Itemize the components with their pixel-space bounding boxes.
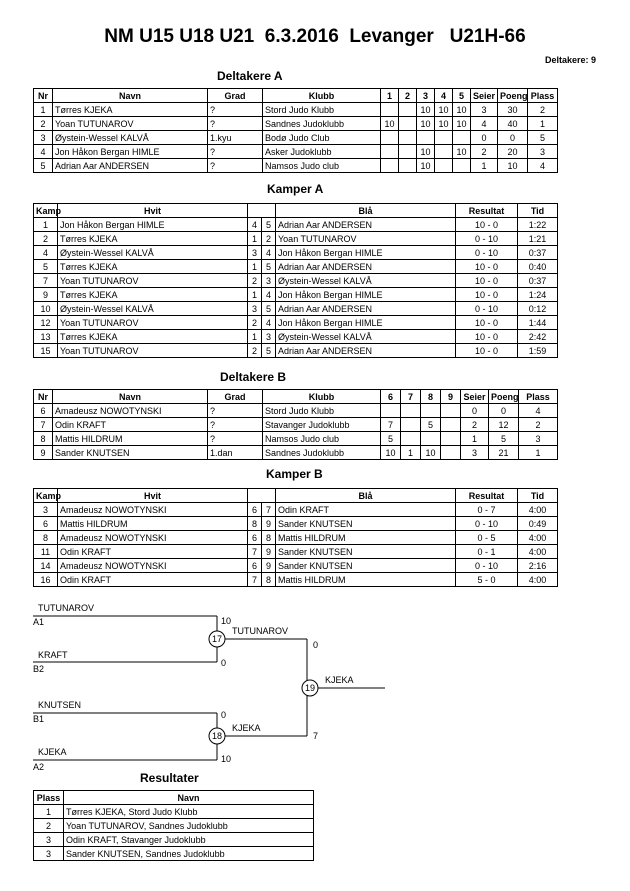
fight-number: 9 [34,288,58,302]
results-heading: Resultater [140,771,199,785]
round-score: 10 [453,117,471,131]
result-place: 2 [34,819,64,833]
fight-result: 10 - 0 [456,274,518,288]
participant-club: Namsos Judo club [263,159,381,173]
blue-number: 3 [262,330,276,344]
round-score: 10 [417,145,435,159]
fights_b-header-bla: Blå [276,489,456,503]
fights_b-header-tid: Tid [518,489,558,503]
white-number: 2 [248,274,262,288]
white-number: 6 [248,559,262,573]
placement: 4 [528,159,558,173]
bracket-s2-winner: KJEKA [232,723,261,733]
fights-b-heading: Kamper B [266,467,323,481]
pool-b-heading: Deltakere B [220,370,287,384]
participant-name: Jon Håkon Bergan HIMLE [53,145,208,159]
pool_b-header-2: Grad [208,390,263,404]
pool_a-header-7: 4 [435,89,453,103]
fight-result: 0 - 7 [456,503,518,517]
round-score: 10 [421,446,441,460]
blue-fighter: Yoan TUTUNAROV [276,232,456,246]
participant-club: Asker Judoklubb [263,145,381,159]
fight-number: 7 [34,274,58,288]
bracket-s1-bot-name: KRAFT [38,650,68,660]
white-fighter: Amadeusz NOWOTYNSKI [58,531,248,545]
participant-club: Sandnes Judoklubb [263,117,381,131]
participant-number: 5 [34,159,53,173]
participant-number: 3 [34,131,53,145]
fight-number: 12 [34,316,58,330]
bracket-final-fight-number: 19 [305,683,316,693]
fight-time: 1:22 [518,218,558,232]
white-number: 3 [248,246,262,260]
blue-fighter: Adrian Aar ANDERSEN [276,260,456,274]
white-fighter: Øystein-Wessel KALVÅ [58,302,248,316]
points: 20 [498,145,528,159]
fight-result: 10 - 0 [456,316,518,330]
blue-fighter: Adrian Aar ANDERSEN [276,302,456,316]
pool_b-header-4: 6 [381,390,401,404]
fight-result: 0 - 10 [456,246,518,260]
wins: 0 [461,404,489,418]
fight-time: 1:21 [518,232,558,246]
participant-number: 9 [34,446,53,460]
pool_b-header-6: 8 [421,390,441,404]
blue-fighter: Odin KRAFT [276,503,456,517]
page-title: NM U15 U18 U21 6.3.2016 Levanger U21H-66 [104,26,526,47]
placement: 1 [519,446,558,460]
participant-name: Sander KNUTSEN [53,446,208,460]
fight-time: 0:37 [518,274,558,288]
points: 40 [498,117,528,131]
result-name: Odin KRAFT, Stavanger Judoklubb [64,833,314,847]
fight-result: 0 - 5 [456,531,518,545]
result-name: Yoan TUTUNAROV, Sandnes Judoklubb [64,819,314,833]
blue-number: 9 [262,517,276,531]
fight-result: 0 - 10 [456,302,518,316]
blue-fighter: Jon Håkon Bergan HIMLE [276,316,456,330]
bracket-s2-bot-seed: A2 [33,762,45,772]
points: 21 [489,446,519,460]
white-number: 1 [248,232,262,246]
blue-fighter: Øystein-Wessel KALVÅ [276,330,456,344]
placement: 5 [528,131,558,145]
white-number: 2 [248,344,262,358]
wins: 2 [471,145,498,159]
points: 0 [498,131,528,145]
bracket-s1-winner: TUTUNAROV [232,626,288,636]
fight-time: 4:00 [518,545,558,559]
placement: 3 [528,145,558,159]
blue-fighter: Adrian Aar ANDERSEN [276,218,456,232]
blue-number: 4 [262,246,276,260]
wins: 3 [471,103,498,117]
fight-time: 2:16 [518,559,558,573]
blue-number: 5 [262,302,276,316]
participant-name: Mattis HILDRUM [53,432,208,446]
white-number: 3 [248,302,262,316]
bracket-s2-top-seed: B1 [33,714,45,724]
participant-count: Deltakere: 9 [544,55,596,65]
participant-name: Adrian Aar ANDERSEN [53,159,208,173]
pool_a-header-5: 2 [399,89,417,103]
blue-fighter: Mattis HILDRUM [276,531,456,545]
pool_a-header-4: 1 [381,89,399,103]
result-place: 3 [34,847,64,861]
fight-time: 0:37 [518,246,558,260]
white-number: 7 [248,545,262,559]
participant-grade: 1.kyu [208,131,263,145]
white-number: 4 [248,218,262,232]
fight-number: 8 [34,531,58,545]
blue-fighter: Jon Håkon Bergan HIMLE [276,288,456,302]
participant-grade: ? [208,418,263,432]
fights_a-header-tid: Tid [518,204,558,218]
participant-club: Stord Judo Klubb [263,404,381,418]
round-score: 10 [381,446,401,460]
points: 30 [498,103,528,117]
bracket-s2-top-score: 0 [221,710,227,720]
white-fighter: Odin KRAFT [58,573,248,587]
fight-time: 4:00 [518,573,558,587]
bracket-s1-fight-number: 17 [212,634,223,644]
white-fighter: Amadeusz NOWOTYNSKI [58,559,248,573]
bracket-s1-top-seed: A1 [33,617,45,627]
blue-number: 8 [262,531,276,545]
participant-club: Stord Judo Klubb [263,103,381,117]
blue-fighter: Mattis HILDRUM [276,573,456,587]
fight-number: 10 [34,302,58,316]
white-fighter: Tørres KJEKA [58,288,248,302]
wins: 2 [461,418,489,432]
white-fighter: Øystein-Wessel KALVÅ [58,246,248,260]
fight-number: 2 [34,232,58,246]
round-score: 5 [381,432,401,446]
participant-number: 1 [34,103,53,117]
fights_a-header-resultat: Resultat [456,204,518,218]
fight-time: 4:00 [518,503,558,517]
participant-name: Yoan TUTUNAROV [53,117,208,131]
white-fighter: Jon Håkon Bergan HIMLE [58,218,248,232]
participant-name: Øystein-Wessel KALVÅ [53,131,208,145]
pool-a-heading: Deltakere A [217,69,283,83]
participant-club: Stavanger Judoklubb [263,418,381,432]
participant-grade: ? [208,103,263,117]
placement: 2 [519,418,558,432]
pool_a-header-1: Navn [53,89,208,103]
bracket-s1-bot-score: 0 [221,658,227,668]
fight-time: 0:49 [518,517,558,531]
bracket-s2-fight-number: 18 [212,731,223,741]
fight-result: 10 - 0 [456,288,518,302]
fight-result: 10 - 0 [456,344,518,358]
round-score: 10 [453,103,471,117]
fight-number: 6 [34,517,58,531]
wins: 0 [471,131,498,145]
blue-fighter: Sander KNUTSEN [276,545,456,559]
participant-number: 7 [34,418,53,432]
white-fighter: Odin KRAFT [58,545,248,559]
participant-grade: ? [208,159,263,173]
results-header-0: Plass [34,791,64,805]
fight-time: 1:59 [518,344,558,358]
bracket-s2-top-name: KNUTSEN [38,700,82,710]
white-fighter: Yoan TUTUNAROV [58,344,248,358]
fights_a-header-hvit: Hvit [58,204,248,218]
white-number: 8 [248,517,262,531]
round-score: 10 [417,103,435,117]
round-score: 10 [453,145,471,159]
blue-fighter: Adrian Aar ANDERSEN [276,344,456,358]
round-score: 10 [417,117,435,131]
bracket-s1-top-name: TUTUNAROV [38,603,94,613]
pool_b-header-8: Seier [461,390,489,404]
wins: 4 [471,117,498,131]
participant-club: Sandnes Judoklubb [263,446,381,460]
result-place: 3 [34,833,64,847]
pool_a-header-2: Grad [208,89,263,103]
round-score: 10 [435,117,453,131]
white-fighter: Amadeusz NOWOTYNSKI [58,503,248,517]
bracket-final-bot-score: 7 [313,731,319,741]
participant-grade: ? [208,145,263,159]
blue-fighter: Sander KNUTSEN [276,559,456,573]
white-fighter: Yoan TUTUNAROV [58,274,248,288]
participant-grade: ? [208,117,263,131]
table-row [34,805,314,819]
results-header-1: Navn [64,791,314,805]
blue-number: 5 [262,218,276,232]
white-fighter: Tørres KJEKA [58,260,248,274]
fight-number: 14 [34,559,58,573]
bracket-final-top-score: 0 [313,640,319,650]
blue-number: 2 [262,232,276,246]
round-score: 10 [435,103,453,117]
participant-number: 2 [34,117,53,131]
pool_a-header-11: Plass [528,89,558,103]
bracket-s2-bot-score: 10 [221,754,232,764]
blue-number: 9 [262,559,276,573]
pool_b-header-0: Nr [34,390,53,404]
fights_a-header-kamp: Kamp [34,204,58,218]
participant-grade: ? [208,404,263,418]
round-score: 5 [421,418,441,432]
participant-name: Tørres KJEKA [53,103,208,117]
fight-time: 0:12 [518,302,558,316]
blue-number: 4 [262,316,276,330]
pool_a-header-8: 5 [453,89,471,103]
wins: 3 [461,446,489,460]
points: 12 [489,418,519,432]
pool_b-header-5: 7 [401,390,421,404]
fight-result: 5 - 0 [456,573,518,587]
fight-number: 16 [34,573,58,587]
participant-number: 8 [34,432,53,446]
participant-club: Namsos Judo club [263,432,381,446]
participant-name: Odin KRAFT [53,418,208,432]
blue-number: 8 [262,573,276,587]
bracket-s2-bot-name: KJEKA [38,747,67,757]
participant-club: Bodø Judo Club [263,131,381,145]
result-name: Tørres KJEKA, Stord Judo Klubb [64,805,314,819]
pool_b-header-9: Poeng [489,390,519,404]
white-fighter: Tørres KJEKA [58,330,248,344]
table-row [34,819,314,833]
result-name: Sander KNUTSEN, Sandnes Judoklubb [64,847,314,861]
fight-result: 10 - 0 [456,330,518,344]
round-score: 10 [381,117,399,131]
fights_b-header-kamp: Kamp [34,489,58,503]
result-place: 1 [34,805,64,819]
participant-number: 6 [34,404,53,418]
wins: 1 [461,432,489,446]
participant-number: 4 [34,145,53,159]
blue-number: 4 [262,288,276,302]
table-row [34,833,314,847]
fight-number: 1 [34,218,58,232]
white-fighter: Mattis HILDRUM [58,517,248,531]
blue-number: 3 [262,274,276,288]
white-fighter: Yoan TUTUNAROV [58,316,248,330]
participant-grade: ? [208,432,263,446]
white-number: 1 [248,330,262,344]
pool_b-header-7: 9 [441,390,461,404]
fight-number: 11 [34,545,58,559]
participant-name: Amadeusz NOWOTYNSKI [53,404,208,418]
white-fighter: Tørres KJEKA [58,232,248,246]
wins: 1 [471,159,498,173]
points: 5 [489,432,519,446]
fight-number: 13 [34,330,58,344]
fight-result: 0 - 10 [456,517,518,531]
blue-fighter: Øystein-Wessel KALVÅ [276,274,456,288]
fight-time: 2:42 [518,330,558,344]
pool_a-header-3: Klubb [263,89,381,103]
fight-time: 1:44 [518,316,558,330]
participant-grade: 1.dan [208,446,263,460]
blue-number: 9 [262,545,276,559]
blue-number: 5 [262,344,276,358]
blue-number: 7 [262,503,276,517]
white-number: 2 [248,316,262,330]
pool_a-header-9: Seier [471,89,498,103]
fight-number: 15 [34,344,58,358]
round-score: 7 [381,418,401,432]
fight-result: 10 - 0 [456,218,518,232]
placement: 3 [519,432,558,446]
pool_b-header-1: Navn [53,390,208,404]
placement: 4 [519,404,558,418]
pool_b-header-10: Plass [519,390,558,404]
bracket-final-winner: KJEKA [325,675,354,685]
pool_b-header-3: Klubb [263,390,381,404]
fight-result: 10 - 0 [456,260,518,274]
white-number: 6 [248,531,262,545]
fights-a-heading: Kamper A [267,182,324,196]
fights_b-header-hvit: Hvit [58,489,248,503]
bracket-s1-top-score: 10 [221,616,232,626]
points: 0 [489,404,519,418]
pool_a-header-6: 3 [417,89,435,103]
fight-time: 1:24 [518,288,558,302]
white-number: 7 [248,573,262,587]
fight-result: 0 - 1 [456,545,518,559]
fight-result: 0 - 10 [456,559,518,573]
fight-number: 5 [34,260,58,274]
fight-time: 0:40 [518,260,558,274]
blue-fighter: Jon Håkon Bergan HIMLE [276,246,456,260]
results-table [33,790,314,861]
blue-number: 5 [262,260,276,274]
white-number: 1 [248,288,262,302]
round-score: 10 [417,159,435,173]
placement: 1 [528,117,558,131]
pool_a-header-0: Nr [34,89,53,103]
round-score: 1 [401,446,421,460]
white-number: 1 [248,260,262,274]
blue-fighter: Sander KNUTSEN [276,517,456,531]
bracket-s1-bot-seed: B2 [33,664,45,674]
points: 10 [498,159,528,173]
pool_a-header-10: Poeng [498,89,528,103]
fight-number: 3 [34,503,58,517]
fight-number: 4 [34,246,58,260]
fight-result: 0 - 10 [456,232,518,246]
fights_a-header-bla: Blå [276,204,456,218]
white-number: 6 [248,503,262,517]
fight-time: 4:00 [518,531,558,545]
table-row [34,847,314,861]
placement: 2 [528,103,558,117]
fights_b-header-resultat: Resultat [456,489,518,503]
